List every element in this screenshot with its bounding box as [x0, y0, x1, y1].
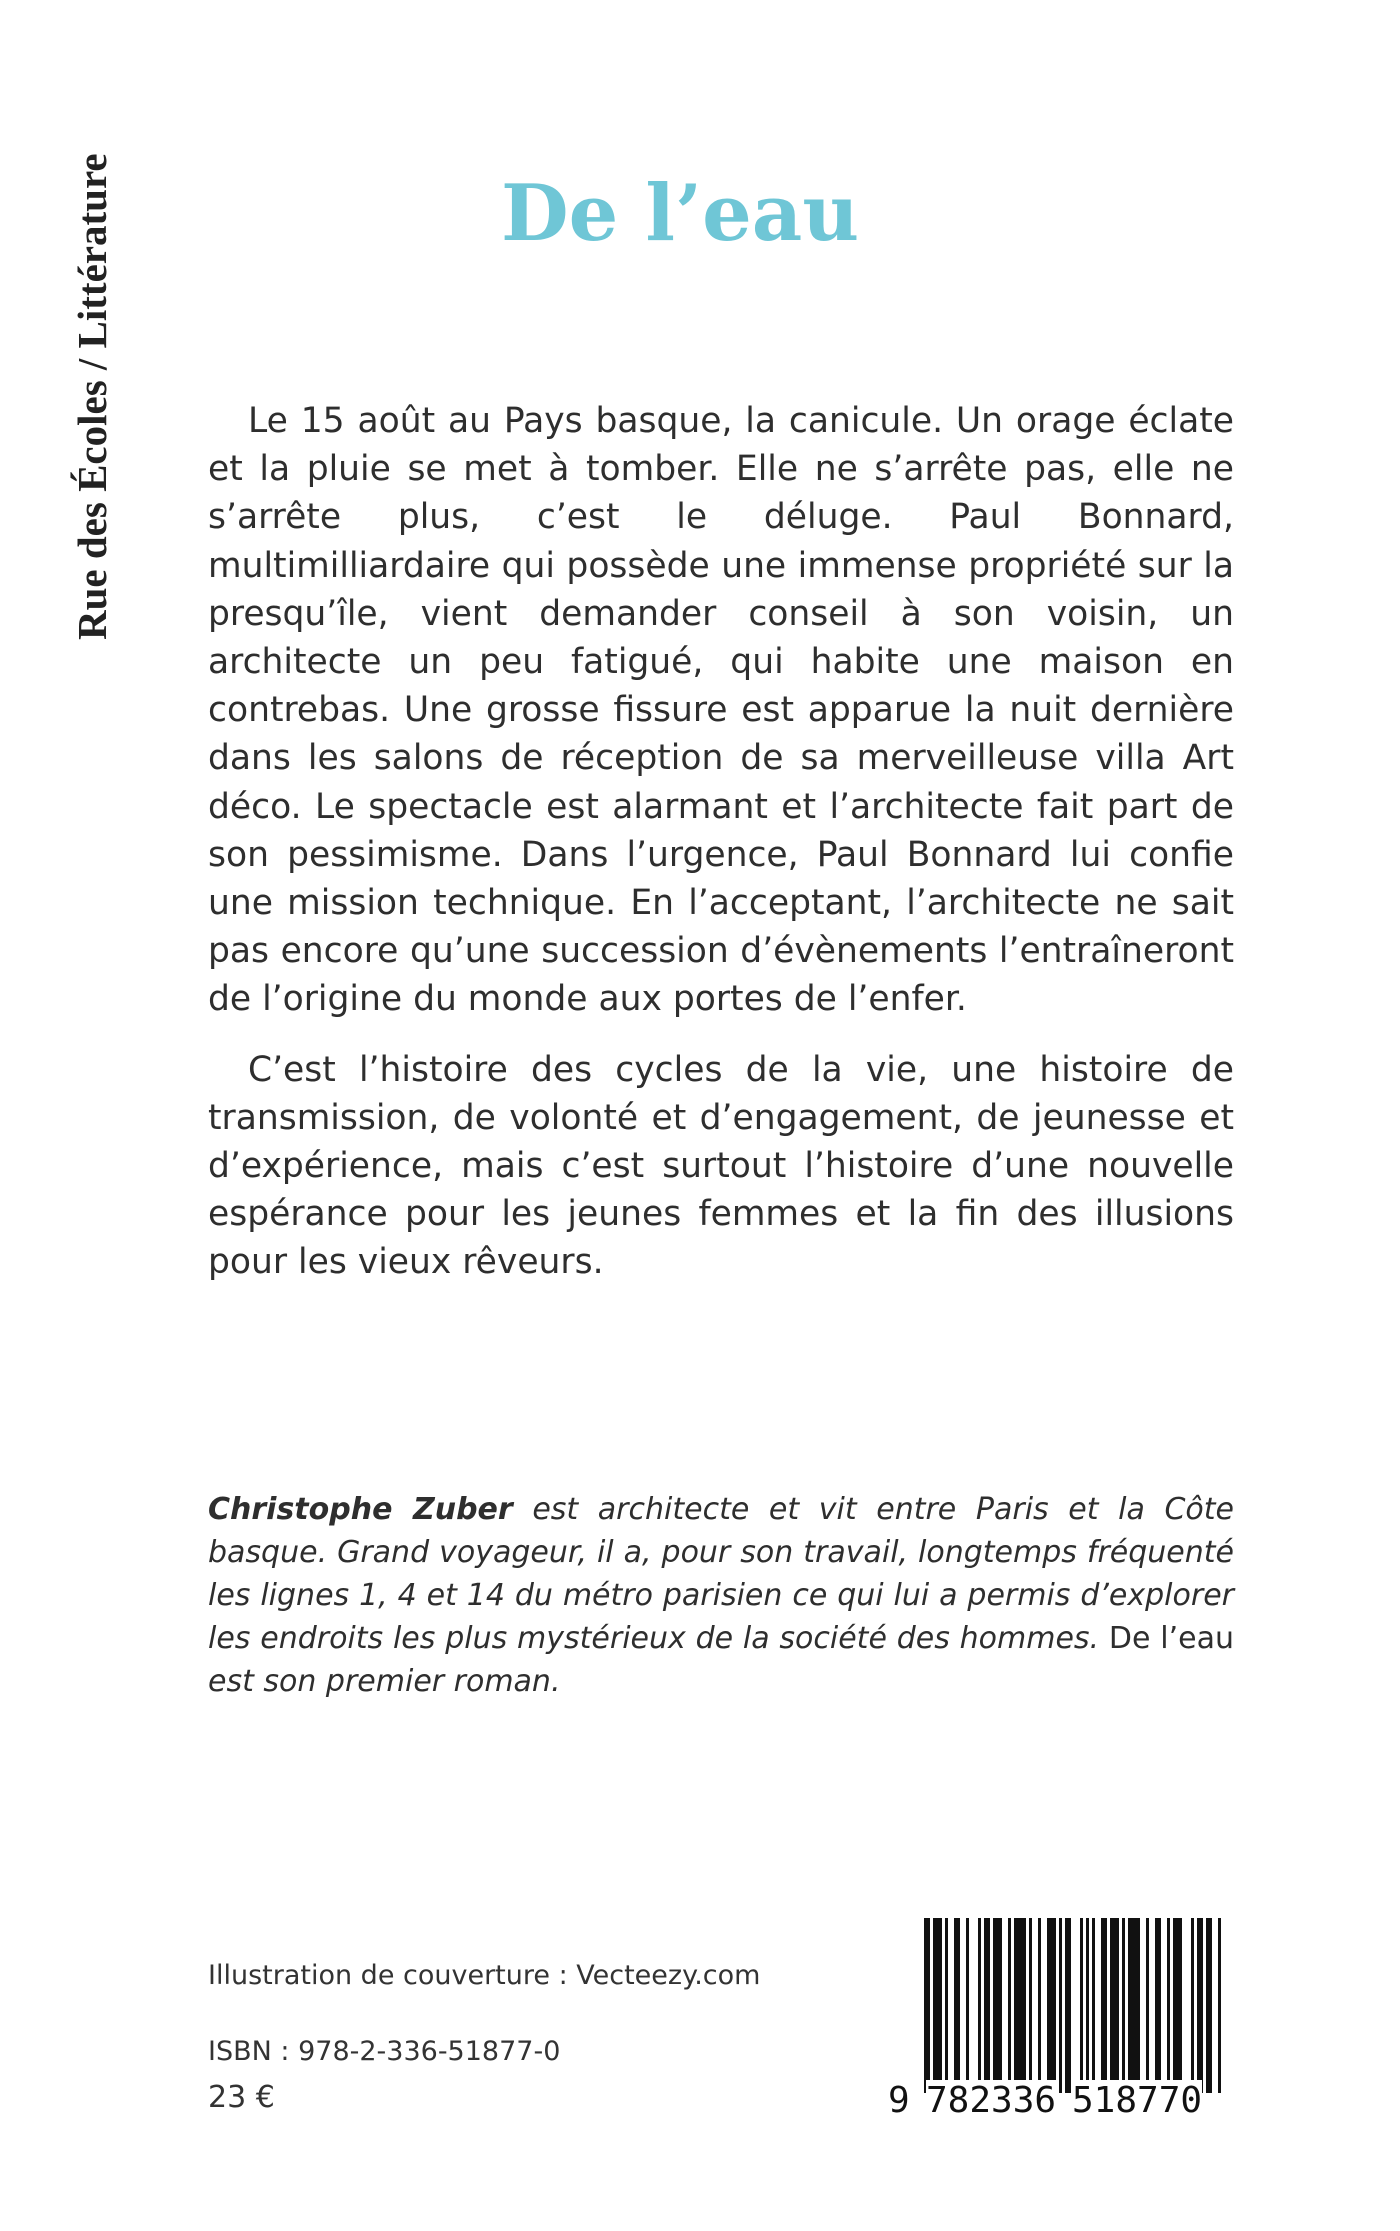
- barcode-bar: [1047, 1918, 1056, 2093]
- barcode-bar: [1038, 1918, 1041, 2093]
- barcode-bar: [1014, 1918, 1026, 2093]
- barcode-bar: [978, 1918, 981, 2093]
- barcode-bar: [1173, 1918, 1182, 2093]
- barcode-bar: [993, 1918, 1002, 2093]
- book-title: [0, 168, 1400, 259]
- blurb-paragraph-1: Le 15 août au Pays basque, la canicule. Un orage éclate et la pluie se met à tomber. Elle ne s’arrête pas, elle ne s’arrête plus, c’est le déluge. Paul Bonnard, multimilliardaire qui possède une immense propriété sur la presqu’île, vient demander conseil à son voisin, un architecte un peu fatigué, qui habite une maison en contrebas. Une grosse fissure est apparue la nuit dernière dans les salons de réception de sa merveilleuse villa Art déco. Le spectacle est alarmant et l’architecte fait part de son pessimisme. Dans l’urgence, Paul Bonnard lui confie une mission technique. En l’acceptant, l’architecte ne sait pas encore qu’une succession d’évènements l’entraîneront de l’origine du monde aux portes de l’enfer.: [208, 401, 1234, 1020]
- barcode-bar: [1029, 1918, 1032, 2093]
- barcode-bar: [1059, 1918, 1062, 2093]
- barcode-bar: [1128, 1918, 1140, 2093]
- barcode-bar: [1191, 1918, 1194, 2093]
- barcode-bar: [984, 1918, 990, 2093]
- barcode-bar: [954, 1918, 960, 2093]
- barcode-bar: [966, 1918, 969, 2093]
- series-name: Rue des Écoles / Littérature: [69, 153, 115, 640]
- price: 23 €: [208, 2080, 275, 2115]
- barcode-bar: [1008, 1918, 1011, 2093]
- barcode-left-digits: 782336: [926, 2080, 1057, 2121]
- barcode-bar: [933, 1918, 942, 2093]
- barcode-right-digits: 518770: [1072, 2080, 1203, 2121]
- book-title-text: De l’eau: [500, 168, 860, 259]
- author-bio: [208, 1488, 1234, 1703]
- barcode-lead-digit: 9: [888, 2080, 910, 2121]
- barcode-bar: [1092, 1918, 1095, 2093]
- barcode-digits: [888, 2076, 1228, 2128]
- author-bio-text-2: est son premier roman.: [208, 1664, 561, 1699]
- back-cover-blurb: [208, 397, 1234, 1287]
- isbn: ISBN : 978-2-336-51877-0: [208, 2036, 561, 2067]
- barcode-bar: [1080, 1918, 1083, 2093]
- author-bio-book-title: De l’eau: [1108, 1621, 1234, 1656]
- author-name: Christophe Zuber: [208, 1492, 513, 1527]
- barcode: [888, 1918, 1228, 2128]
- illustration-credit: Illustration de couverture : Vecteezy.com: [208, 1960, 761, 1991]
- barcode-bar: [1155, 1918, 1161, 2093]
- barcode-bar: [1110, 1918, 1119, 2093]
- barcode-bar: [945, 1918, 948, 2093]
- barcode-bar: [1206, 1918, 1212, 2093]
- author-bio-text-1: est architecte et vit entre Paris et la Côte basque. Grand voyageur, il a, pour son travail, longtemps fréquenté les lignes 1, 4 et 14 du métro parisien ce qui lui a permis d’explorer les endroits les plus mystérieux de la société des hommes.: [208, 1492, 1235, 1656]
- barcode-bar: [1065, 1918, 1071, 2093]
- barcode-bar: [1086, 1918, 1089, 2093]
- barcode-bar: [1218, 1918, 1221, 2093]
- barcode-bar: [1146, 1918, 1149, 2093]
- barcode-bar: [1167, 1918, 1170, 2093]
- barcode-bar: [1197, 1918, 1203, 2093]
- barcode-bar: [1122, 1918, 1125, 2093]
- blurb-paragraph-2: C’est l’histoire des cycles de la vie, une histoire de transmission, de volonté et d’engagement, de jeunesse et d’expérience, mais c’est surtout l’histoire d’une nouvelle espérance pour les jeunes femmes et la fin des illusions pour les vieux rêveurs.: [208, 1049, 1234, 1283]
- barcode-bars: [888, 1918, 1228, 2093]
- barcode-bar: [1101, 1918, 1107, 2093]
- barcode-bar: [924, 1918, 930, 2093]
